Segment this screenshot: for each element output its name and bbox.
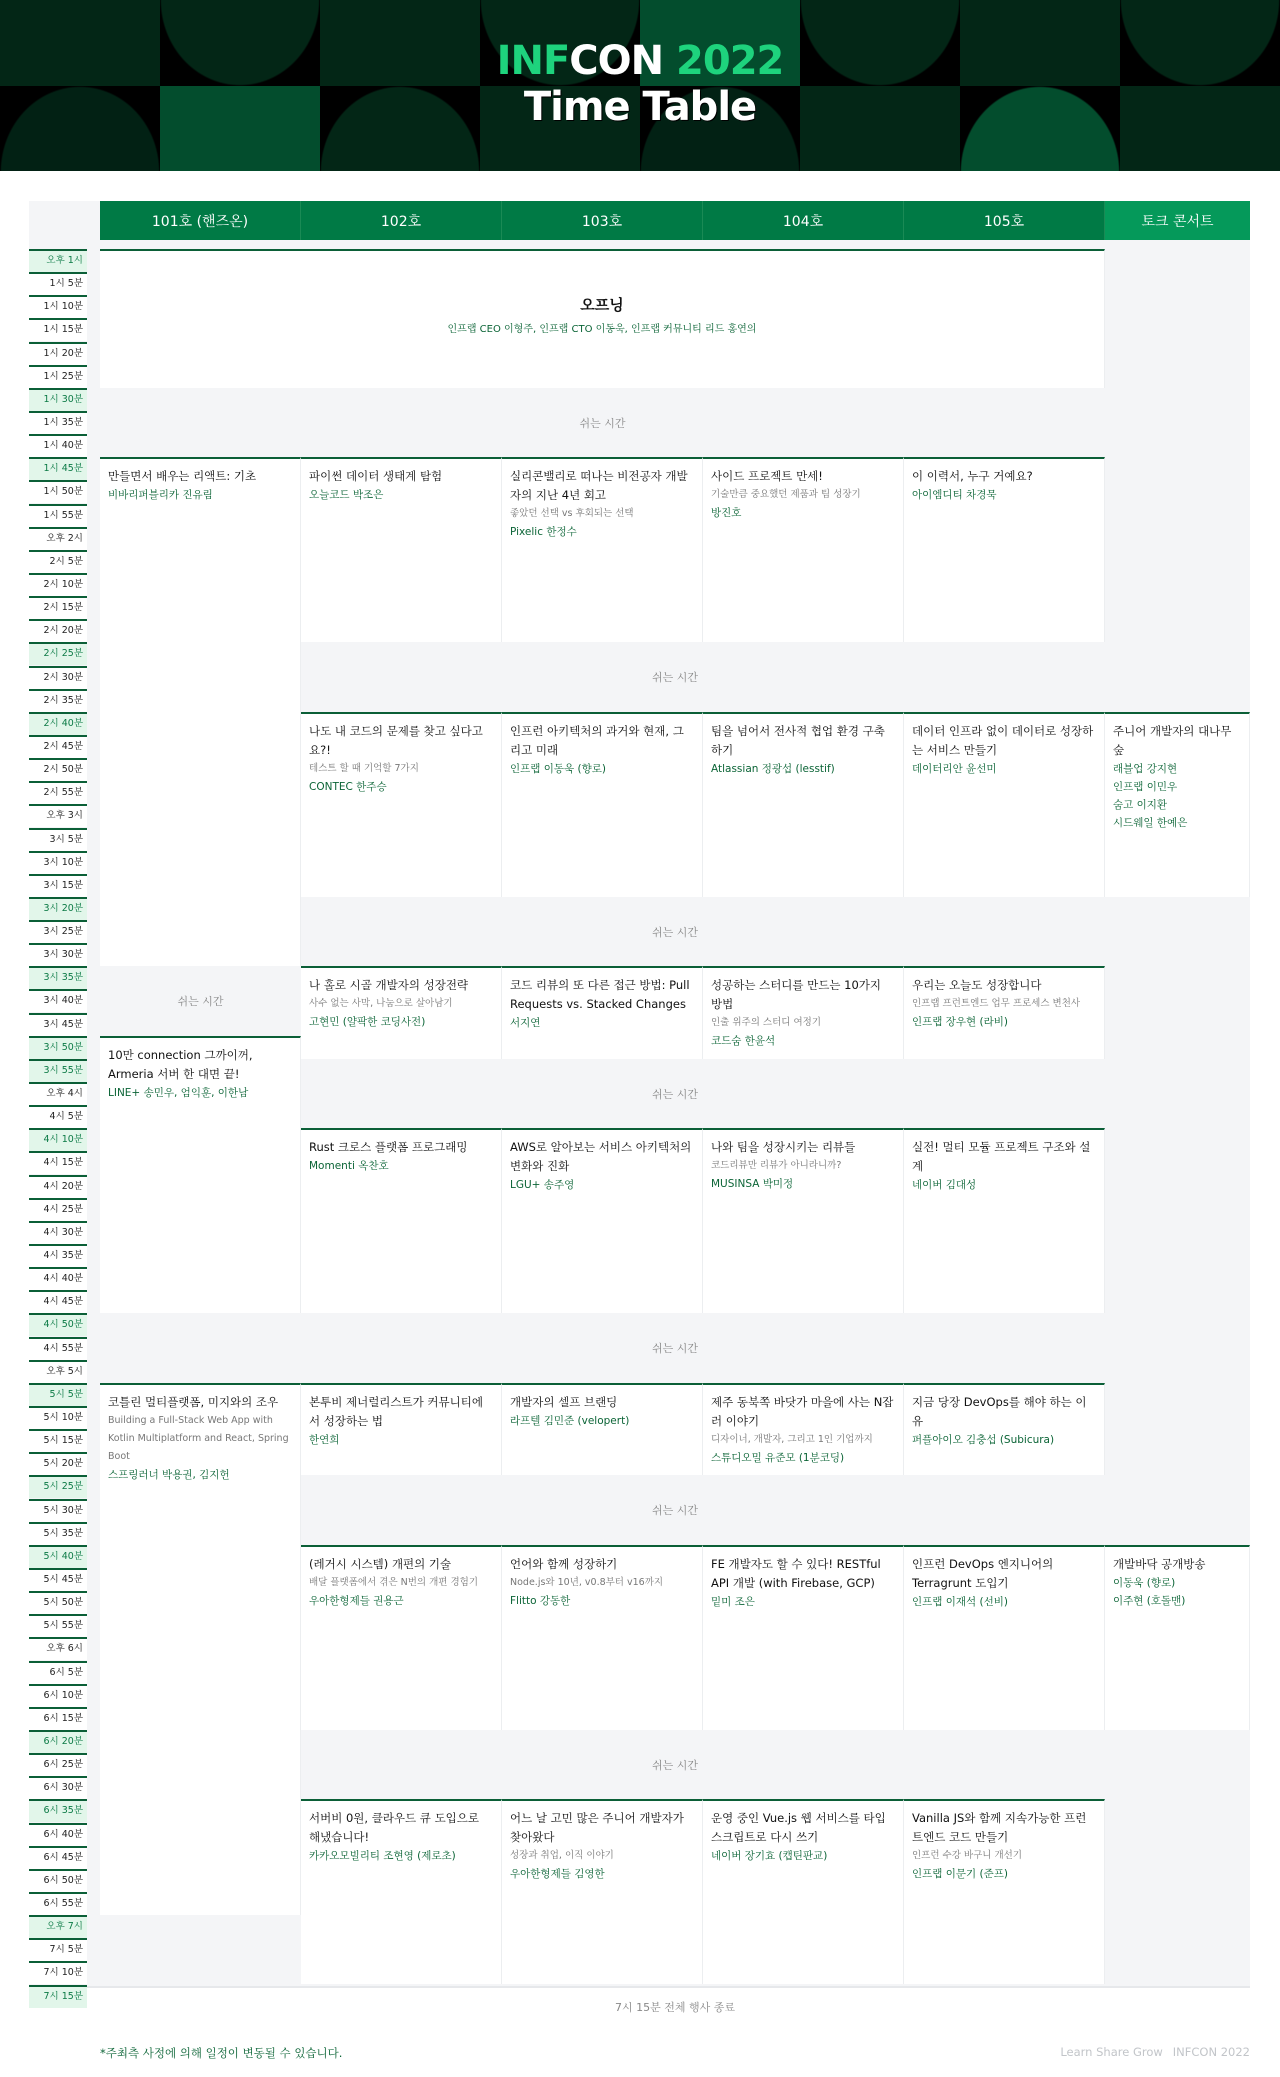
- break-label: 쉬는 시간: [651, 1342, 698, 1356]
- session-card[interactable]: [301, 1128, 502, 1313]
- time-slot: 2시 30분: [29, 666, 87, 689]
- session-subtitle: 인프런 수강 바구니 개선기: [912, 1850, 1023, 1862]
- time-slot: 3시 40분: [29, 989, 87, 1012]
- time-slot: 오후 4시: [29, 1082, 87, 1105]
- time-slot: 3시 50분: [29, 1036, 87, 1059]
- session-title: AWS로 알아보는 서비스 아키텍처의 변화와 진화: [510, 1140, 692, 1174]
- session-title: 코틀린 멀티플랫폼, 미지와의 조우: [108, 1394, 279, 1409]
- room-header-row: [100, 201, 1250, 240]
- session-title: 나와 팀을 성장시키는 리뷰들: [711, 1140, 856, 1155]
- time-slot: 3시 15분: [29, 874, 87, 897]
- session-speaker: Momenti 옥찬호: [309, 1160, 389, 1173]
- session-subtitle: 디자이너, 개발자, 그리고 1인 기업까지: [711, 1433, 873, 1445]
- break-label: 쉬는 시간: [651, 671, 698, 685]
- session-card[interactable]: [904, 966, 1105, 1059]
- session-title: 나 홀로 시골 개발자의 성장전략: [309, 978, 469, 993]
- footer-brand: [1050, 2045, 1250, 2059]
- session-speaker: 인프랩 이문기 (준프): [912, 1868, 1009, 1881]
- session-card[interactable]: [904, 1383, 1105, 1476]
- time-slot: 1시 20분: [29, 342, 87, 365]
- schedule-notice: *주최측 사정에 의해 일정이 변동될 수 있습니다.: [100, 2046, 343, 2060]
- time-slot: 3시 55분: [29, 1059, 87, 1082]
- room-header-5: 105호: [904, 201, 1105, 240]
- time-slot: 1시 25분: [29, 365, 87, 388]
- session-title: 어느 날 고민 많은 주니어 개발자가 찾아왔다: [510, 1811, 684, 1845]
- session-subtitle: 성장과 취업, 이직 이야기: [510, 1850, 614, 1862]
- session-subtitle: 기술만큼 중요했던 제품과 팀 성장기: [711, 489, 861, 501]
- time-slot: 오후 7시: [29, 1915, 87, 1938]
- session-card[interactable]: [301, 1799, 502, 1984]
- session-speaker: 데이터리안 윤선미: [912, 762, 997, 775]
- session-subtitle: 인출 위주의 스터디 여정기: [711, 1017, 822, 1029]
- time-slot: 1시 45분: [29, 457, 87, 480]
- session-speaker: 인프랩 이민우: [1113, 780, 1178, 793]
- session-title: 코드 리뷰의 또 다른 접근 방법: Pull Requests vs. Stacked Changes: [510, 978, 690, 1012]
- session-subtitle: 좋았던 선택 vs 후회되는 선택: [510, 508, 634, 520]
- time-slot: 2시 10분: [29, 573, 87, 596]
- time-slot: 2시 15분: [29, 596, 87, 619]
- time-slot: 5시 50분: [29, 1591, 87, 1614]
- time-slot: 2시 45분: [29, 735, 87, 758]
- session-card[interactable]: [301, 457, 502, 642]
- time-slot: 4시 20분: [29, 1175, 87, 1198]
- session-subtitle: Building a Full-Stack Web App with Kotlin Multiplatform and React, Spring Boot: [108, 1414, 289, 1462]
- time-slot: 6시 50분: [29, 1869, 87, 1892]
- session-card[interactable]: [904, 712, 1105, 897]
- session-card[interactable]: [502, 1799, 703, 1984]
- time-slot: 6시 35분: [29, 1799, 87, 1822]
- session-speaker: 인프랩 장우현 (라비): [912, 1016, 1009, 1029]
- session-card[interactable]: [703, 457, 904, 642]
- room-header-1: 101호 (핸즈온): [100, 201, 301, 240]
- time-slot: 6시 15분: [29, 1707, 87, 1730]
- session-card[interactable]: [100, 1036, 301, 1314]
- break-label: 쉬는 시간: [651, 1758, 698, 1772]
- time-slot: 1시 30분: [29, 388, 87, 411]
- session-speaker: 방진호: [711, 507, 742, 520]
- session-title: 만들면서 배우는 리액트: 기초: [108, 469, 257, 484]
- session-card[interactable]: [1105, 1545, 1250, 1730]
- session-speaker: 우아한형제들 권용근: [309, 1594, 404, 1607]
- session-card[interactable]: [904, 1799, 1105, 1984]
- page-title: Time Table: [523, 84, 757, 130]
- time-slot: 6시 45분: [29, 1846, 87, 1869]
- time-slot: 5시 55분: [29, 1614, 87, 1637]
- session-title: 개발바닥 공개방송: [1113, 1556, 1206, 1571]
- session-title: 이 이력서, 누구 거예요?: [912, 469, 1033, 484]
- session-card[interactable]: [703, 1383, 904, 1476]
- title-year: 2022: [663, 38, 784, 84]
- session-speaker: Pixelic 한정수: [510, 526, 577, 539]
- title-con: CON: [569, 38, 664, 84]
- time-slot: 2시 25분: [29, 642, 87, 665]
- session-title: Rust 크로스 플랫폼 프로그래밍: [309, 1140, 468, 1155]
- time-slot: 5시 5분: [29, 1383, 87, 1406]
- time-slot: 5시 20분: [29, 1452, 87, 1475]
- time-slot: 3시 45분: [29, 1013, 87, 1036]
- session-card[interactable]: [703, 1799, 904, 1984]
- session-speaker: 인프랩 이재석 (선비): [912, 1595, 1009, 1608]
- session-speaker: 코드숨 한윤석: [711, 1035, 776, 1048]
- time-slot: 1시 15분: [29, 318, 87, 341]
- session-subtitle: 인프랩 프런트엔드 업무 프로세스 변천사: [912, 998, 1081, 1010]
- session-title: 인프런 DevOps 엔지니어의 Terragrunt 도입기: [912, 1556, 1054, 1590]
- session-speaker: 스튜디오밀 유준모 (1분코딩): [711, 1451, 845, 1464]
- session-speaker: 스프링러너 박용권, 김지헌: [108, 1468, 230, 1481]
- time-slot: 3시 10분: [29, 851, 87, 874]
- session-card[interactable]: [301, 966, 502, 1059]
- break-label: 쉬는 시간: [651, 1504, 698, 1518]
- session-card[interactable]: [703, 712, 904, 897]
- session-title: 우리는 오늘도 성장합니다: [912, 978, 1042, 993]
- time-slot: 2시 35분: [29, 689, 87, 712]
- session-card[interactable]: [904, 1545, 1105, 1730]
- session-speaker: 퍼플아이오 김충섭 (Subicura): [912, 1433, 1055, 1446]
- time-slot: 7시 5분: [29, 1938, 87, 1961]
- session-subtitle: 배달 플랫폼에서 겪은 N번의 개편 경험기: [309, 1576, 479, 1588]
- hero-banner: [0, 0, 1280, 171]
- session-subtitle: 테스트 할 때 기억할 7가지: [309, 762, 419, 774]
- session-title: 실리콘밸리로 떠나는 비전공자 개발자의 지난 4년 회고: [510, 469, 688, 503]
- session-title: 오프닝: [580, 296, 624, 314]
- brand-name: INFCON 2022: [1172, 2045, 1250, 2059]
- session-title: Vanilla JS와 함께 지속가능한 프런트엔드 코드 만들기: [912, 1811, 1087, 1845]
- session-speaker: 라프텔 김민준 (velopert): [510, 1414, 630, 1427]
- session-speaker: 인프랩 이동욱 (향로): [510, 762, 607, 775]
- session-speakers: 인프랩 CEO 이형주, 인프랩 CTO 이동욱, 인프랩 커뮤니티 리드 홍연의: [447, 324, 757, 335]
- time-slot: 5시 45분: [29, 1568, 87, 1591]
- time-slot: 4시 55분: [29, 1337, 87, 1360]
- session-card[interactable]: [904, 1128, 1105, 1313]
- time-slot: 6시 10분: [29, 1684, 87, 1707]
- session-title: 인프런 아키텍처의 과거와 현재, 그리고 미래: [510, 723, 684, 757]
- room-header-4: 104호: [703, 201, 904, 240]
- time-slot: 오후 2시: [29, 527, 87, 550]
- session-card[interactable]: [502, 1383, 703, 1476]
- time-slot: 3시 35분: [29, 966, 87, 989]
- session-speaker: 서지연: [510, 1017, 541, 1030]
- time-slot: 3시 25분: [29, 920, 87, 943]
- time-slot: 5시 15분: [29, 1429, 87, 1452]
- time-slot: 5시 35분: [29, 1522, 87, 1545]
- break-label: 쉬는 시간: [651, 1087, 698, 1101]
- session-speaker: 이주현 (호돌맨): [1113, 1594, 1186, 1607]
- session-title: 10만 connection 그까이꺼, Armeria 서버 한 대면 끝!: [108, 1047, 253, 1081]
- session-speaker: 카카오모빌리티 조현영 (제로초): [309, 1850, 456, 1863]
- time-slot: 4시 40분: [29, 1267, 87, 1290]
- session-speaker: 숨고 이지환: [1113, 798, 1168, 811]
- session-subtitle: 코드리뷰만 리뷰가 아니라니까?: [711, 1160, 842, 1172]
- session-speaker: 한연희: [309, 1433, 340, 1446]
- time-slot: 2시 55분: [29, 781, 87, 804]
- room-header-2: 102호: [301, 201, 502, 240]
- time-slot: 4시 25분: [29, 1198, 87, 1221]
- session-speaker: Flitto 강동한: [510, 1594, 571, 1607]
- session-title: 서버비 0원, 클라우드 큐 도입으로 해냈습니다!: [309, 1811, 480, 1845]
- session-card[interactable]: [100, 457, 301, 966]
- time-slot: 4시 30분: [29, 1221, 87, 1244]
- session-title: 사이드 프로젝트 만세!: [711, 469, 823, 484]
- time-slot: 4시 15분: [29, 1151, 87, 1174]
- time-slot: 5시 30분: [29, 1499, 87, 1522]
- session-opening[interactable]: [100, 249, 1105, 388]
- session-speaker: MUSINSA 박미정: [711, 1178, 794, 1191]
- room-header-3: 103호: [502, 201, 703, 240]
- session-card[interactable]: [1105, 712, 1250, 897]
- session-title: 성공하는 스터디를 만드는 10가지 방법: [711, 978, 882, 1012]
- session-card[interactable]: [703, 966, 904, 1059]
- session-card[interactable]: [301, 1383, 502, 1476]
- session-title: 실전! 멀티 모듈 프로젝트 구조와 설계: [912, 1140, 1091, 1174]
- session-speaker: LINE+ 송민우, 엄익훈, 이한남: [108, 1086, 249, 1099]
- session-subtitle: 사수 없는 사막, 나눔으로 살아남기: [309, 998, 453, 1010]
- time-slot: 6시 5분: [29, 1661, 87, 1684]
- session-card[interactable]: [904, 457, 1105, 642]
- time-slot: 6시 20분: [29, 1730, 87, 1753]
- session-card[interactable]: [502, 1128, 703, 1313]
- session-title: 나도 내 코드의 문제를 찾고 싶다고요?!: [309, 723, 483, 757]
- time-slot: 5시 10분: [29, 1406, 87, 1429]
- session-speaker: 고현민 (얄팍한 코딩사전): [309, 1016, 426, 1029]
- time-slot: 4시 50분: [29, 1313, 87, 1336]
- session-card[interactable]: [301, 1545, 502, 1730]
- time-slot: 6시 25분: [29, 1753, 87, 1776]
- session-title: 주니어 개발자의 대나무숲: [1113, 723, 1232, 757]
- time-slot: 4시 45분: [29, 1290, 87, 1313]
- session-title: 팀을 넘어서 전사적 협업 환경 구축하기: [711, 723, 885, 757]
- time-slot: 4시 35분: [29, 1244, 87, 1267]
- session-title: 개발자의 셀프 브랜딩: [510, 1394, 618, 1409]
- session-title: 데이터 인프라 없이 데이터로 성장하는 서비스 만들기: [912, 723, 1094, 757]
- time-slot: 오후 3시: [29, 804, 87, 827]
- session-speaker: 비바리퍼블리카 진유림: [108, 489, 213, 502]
- session-title: 지금 당장 DevOps를 해야 하는 이유: [912, 1394, 1087, 1428]
- session-speaker: 네이버 김대성: [912, 1179, 977, 1192]
- time-slot: 1시 55분: [29, 504, 87, 527]
- session-title: 본투비 제너럴리스트가 커뮤니티에서 성장하는 법: [309, 1394, 483, 1428]
- session-speaker: 네이버 장기효 (캡틴판교): [711, 1850, 828, 1863]
- time-slot: 6시 40분: [29, 1823, 87, 1846]
- session-card[interactable]: [100, 1383, 301, 1915]
- time-slot: 5시 25분: [29, 1475, 87, 1498]
- time-slot: 1시 35분: [29, 411, 87, 434]
- time-slot: 2시 20분: [29, 619, 87, 642]
- session-title: 파이썬 데이터 생태계 탐험: [309, 469, 443, 484]
- time-slot: 3시 5분: [29, 828, 87, 851]
- session-card[interactable]: [502, 966, 703, 1059]
- session-card[interactable]: [502, 457, 703, 642]
- session-title: 운영 중인 Vue.js 웹 서비스를 타입스크립트로 다시 쓰기: [711, 1811, 886, 1845]
- session-card[interactable]: [703, 1545, 904, 1730]
- session-speaker: 아이엠디티 차경묵: [912, 489, 997, 502]
- tagline: Learn Share Grow: [1060, 2045, 1163, 2059]
- session-speaker: 시드웨일 한예은: [1113, 816, 1188, 829]
- session-title: (레거시 시스템) 개편의 기술: [309, 1556, 452, 1571]
- time-slot: 1시 5분: [29, 272, 87, 295]
- session-speaker: LGU+ 송주영: [510, 1179, 575, 1192]
- session-speaker: 밑미 조은: [711, 1595, 755, 1608]
- time-slot: 1시 40분: [29, 434, 87, 457]
- time-slot: 3시 30분: [29, 943, 87, 966]
- break-label: 쉬는 시간: [579, 416, 626, 430]
- session-card[interactable]: [703, 1128, 904, 1313]
- session-speaker: 래블업 강지현: [1113, 762, 1178, 775]
- session-card[interactable]: [301, 712, 502, 897]
- session-subtitle: Node.js와 10년, v0.8부터 v16까지: [510, 1576, 664, 1588]
- room-header-6: 토크 콘서트: [1105, 201, 1250, 240]
- time-slot: 2시 5분: [29, 550, 87, 573]
- session-card[interactable]: [502, 712, 703, 897]
- time-slot: 5시 40분: [29, 1545, 87, 1568]
- time-slot: 2시 50분: [29, 758, 87, 781]
- session-card[interactable]: [502, 1545, 703, 1730]
- break-label: 쉬는 시간: [177, 995, 224, 1009]
- session-speaker: Atlassian 정광섭 (lesstif): [711, 762, 835, 775]
- title-inf: INF: [496, 38, 570, 84]
- time-slot: 오후 6시: [29, 1637, 87, 1660]
- time-slot: 오후 5시: [29, 1360, 87, 1383]
- time-slot: 4시 10분: [29, 1128, 87, 1151]
- break-label: 쉬는 시간: [651, 925, 698, 939]
- event-end-label: 7시 15분 전체 행사 종료: [615, 2000, 735, 2014]
- time-slot: 6시 30분: [29, 1776, 87, 1799]
- session-title: 언어와 함께 성장하기: [510, 1556, 618, 1571]
- session-speaker: 우아한형제들 김영한: [510, 1868, 605, 1881]
- time-slot: 4시 5분: [29, 1105, 87, 1128]
- time-slot: 1시 10분: [29, 295, 87, 318]
- session-speaker: 오늘코드 박조은: [309, 489, 384, 502]
- time-slot: 오후 1시: [29, 249, 87, 272]
- time-slot: 6시 55분: [29, 1892, 87, 1915]
- session-title: 제주 동북쪽 바닷가 마을에 사는 N잡러 이야기: [711, 1394, 894, 1428]
- session-speaker: 이동욱 (향로): [1113, 1576, 1176, 1589]
- session-speaker: CONTEC 한주승: [309, 780, 387, 793]
- time-slot: 1시 50분: [29, 480, 87, 503]
- time-slot: 3시 20분: [29, 897, 87, 920]
- event-title: [0, 38, 1280, 84]
- session-title: FE 개발자도 할 수 있다! RESTful API 개발 (with Firebase, GCP): [711, 1556, 881, 1590]
- time-slot: 2시 40분: [29, 712, 87, 735]
- time-slot: 7시 15분: [29, 1985, 87, 2008]
- time-slot: 7시 10분: [29, 1961, 87, 1984]
